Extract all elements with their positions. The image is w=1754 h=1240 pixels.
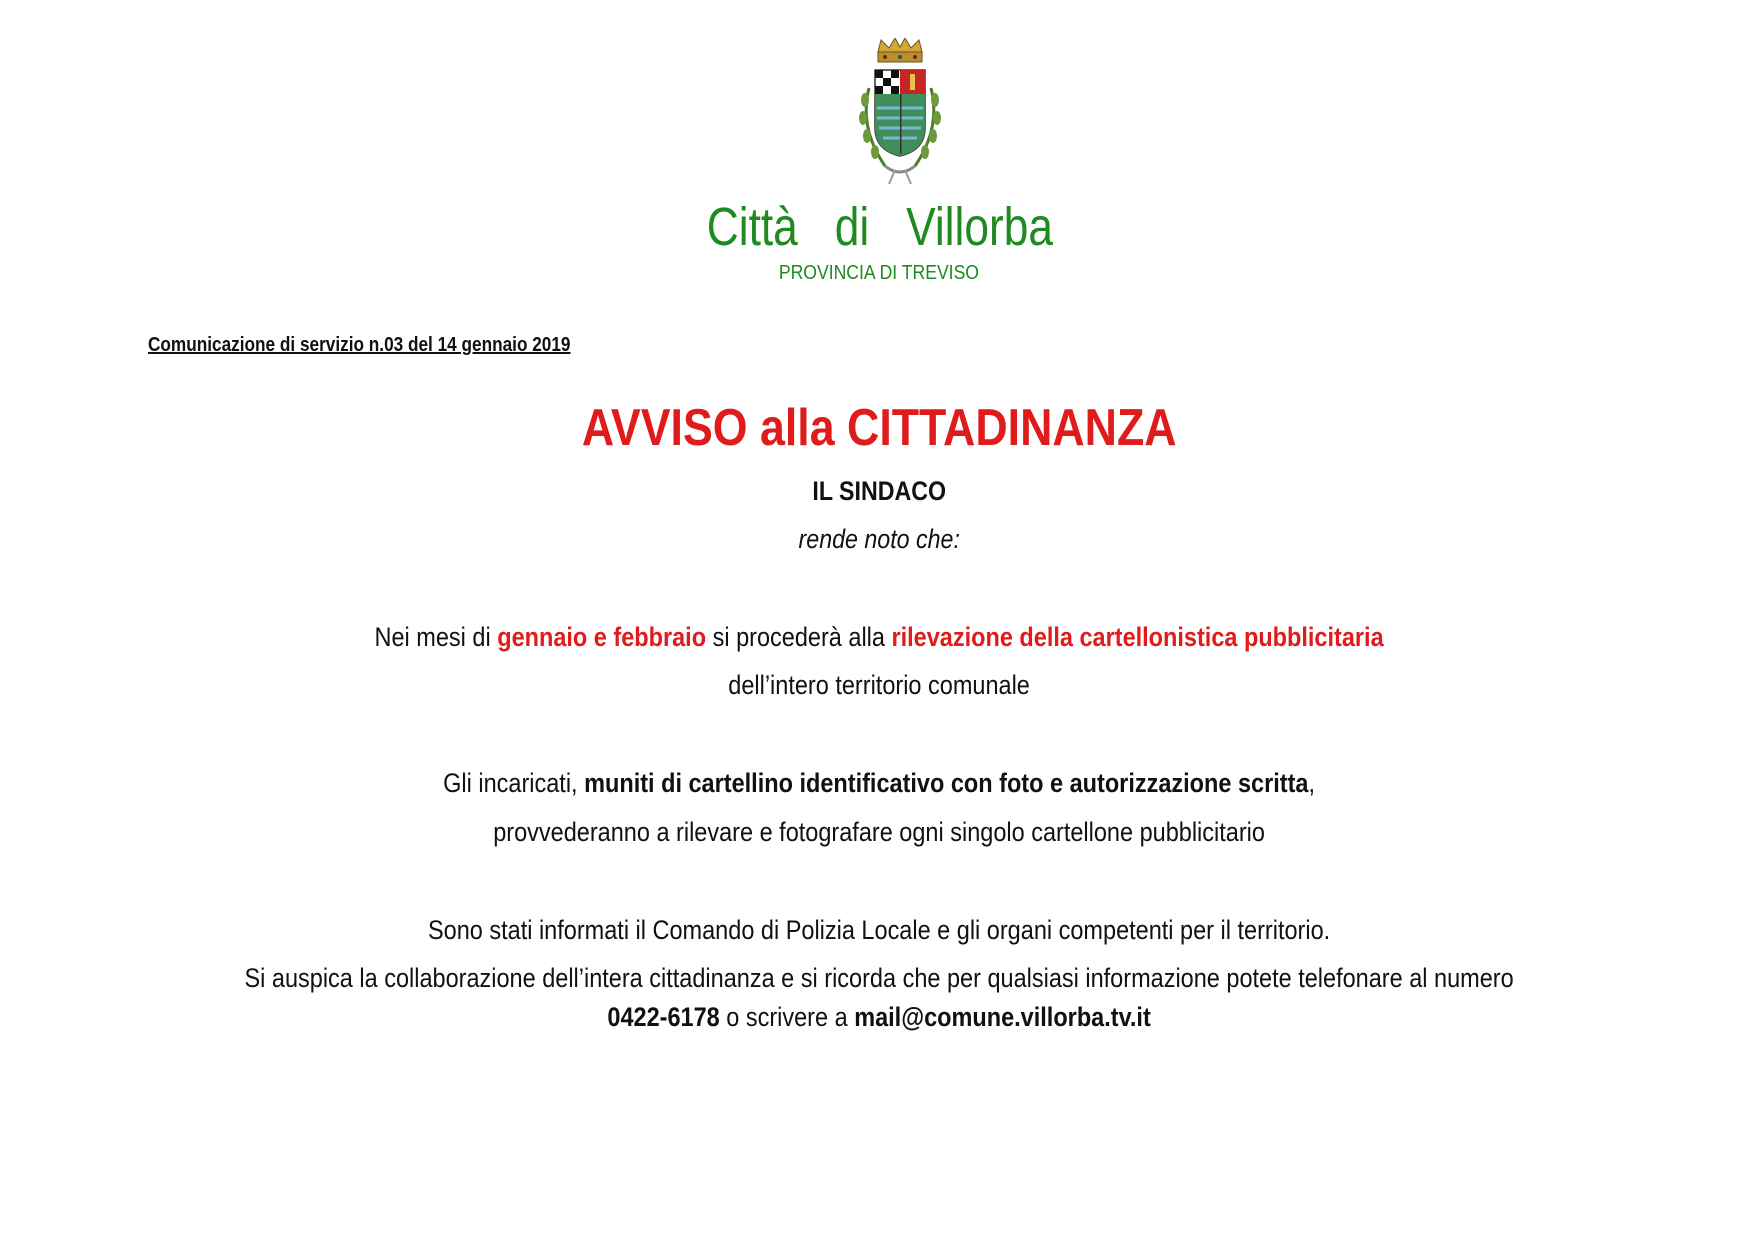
paragraph-3-line-1: Sono stati informati il Comando di Polizia Locale e gli organi competenti per il territorio. <box>427 915 1331 945</box>
contact-email: mail@comune.villorba.tv.it <box>854 1002 1151 1032</box>
coat-of-arms-logo <box>845 38 955 188</box>
province-name: PROVINCIA DI TREVISO <box>778 262 980 284</box>
p1-highlight-survey: rilevazione della cartellonistica pubblicitaria <box>891 622 1384 652</box>
p1-text-2: si procederà alla <box>706 622 892 652</box>
town-name <box>161 196 1599 258</box>
paragraph-2-line-1 <box>116 768 1642 799</box>
paragraph-3-line-2: Si auspica la collaborazione dell’intera cittadinanza e si ricorda che per qualsiasi informazione potete telefonare al numero <box>244 963 1514 993</box>
ribbon-icon <box>885 166 915 184</box>
paragraph-1-line-1 <box>116 622 1642 653</box>
p1-text-1: Nei mesi di <box>374 622 498 652</box>
p2-text-1: Gli incaricati, <box>443 768 585 798</box>
town-word-di: di <box>834 197 870 257</box>
paragraph-3-line-3 <box>116 1002 1642 1033</box>
p2-bold-credentials: muniti di cartellino identificativo con foto e autorizzazione scritta <box>584 768 1309 798</box>
town-word-citta: Città <box>706 197 798 257</box>
p2-text-2: , <box>1308 768 1316 798</box>
p1-highlight-months: gennaio e febbraio <box>497 622 707 652</box>
town-word-villorba: Villorba <box>906 197 1053 257</box>
paragraph-2-line-2: provvederanno a rilevare e fotografare ogni singolo cartellone pubblicitario <box>493 817 1265 847</box>
intro-text: rende noto che: <box>798 524 960 554</box>
contact-phone: 0422-6178 <box>607 1002 720 1032</box>
crown-icon <box>878 38 922 62</box>
paragraph-1-line-2: dell’intero territorio comunale <box>728 670 1030 700</box>
p3-text-or: o scrivere a <box>719 1002 855 1032</box>
communication-reference: Comunicazione di servizio n.03 del 14 gennaio 2019 <box>148 334 571 356</box>
shield-icon <box>875 70 925 156</box>
notice-title: AVVISO alla CITTADINANZA <box>581 399 1177 457</box>
issuer-heading: IL SINDACO <box>812 476 947 506</box>
